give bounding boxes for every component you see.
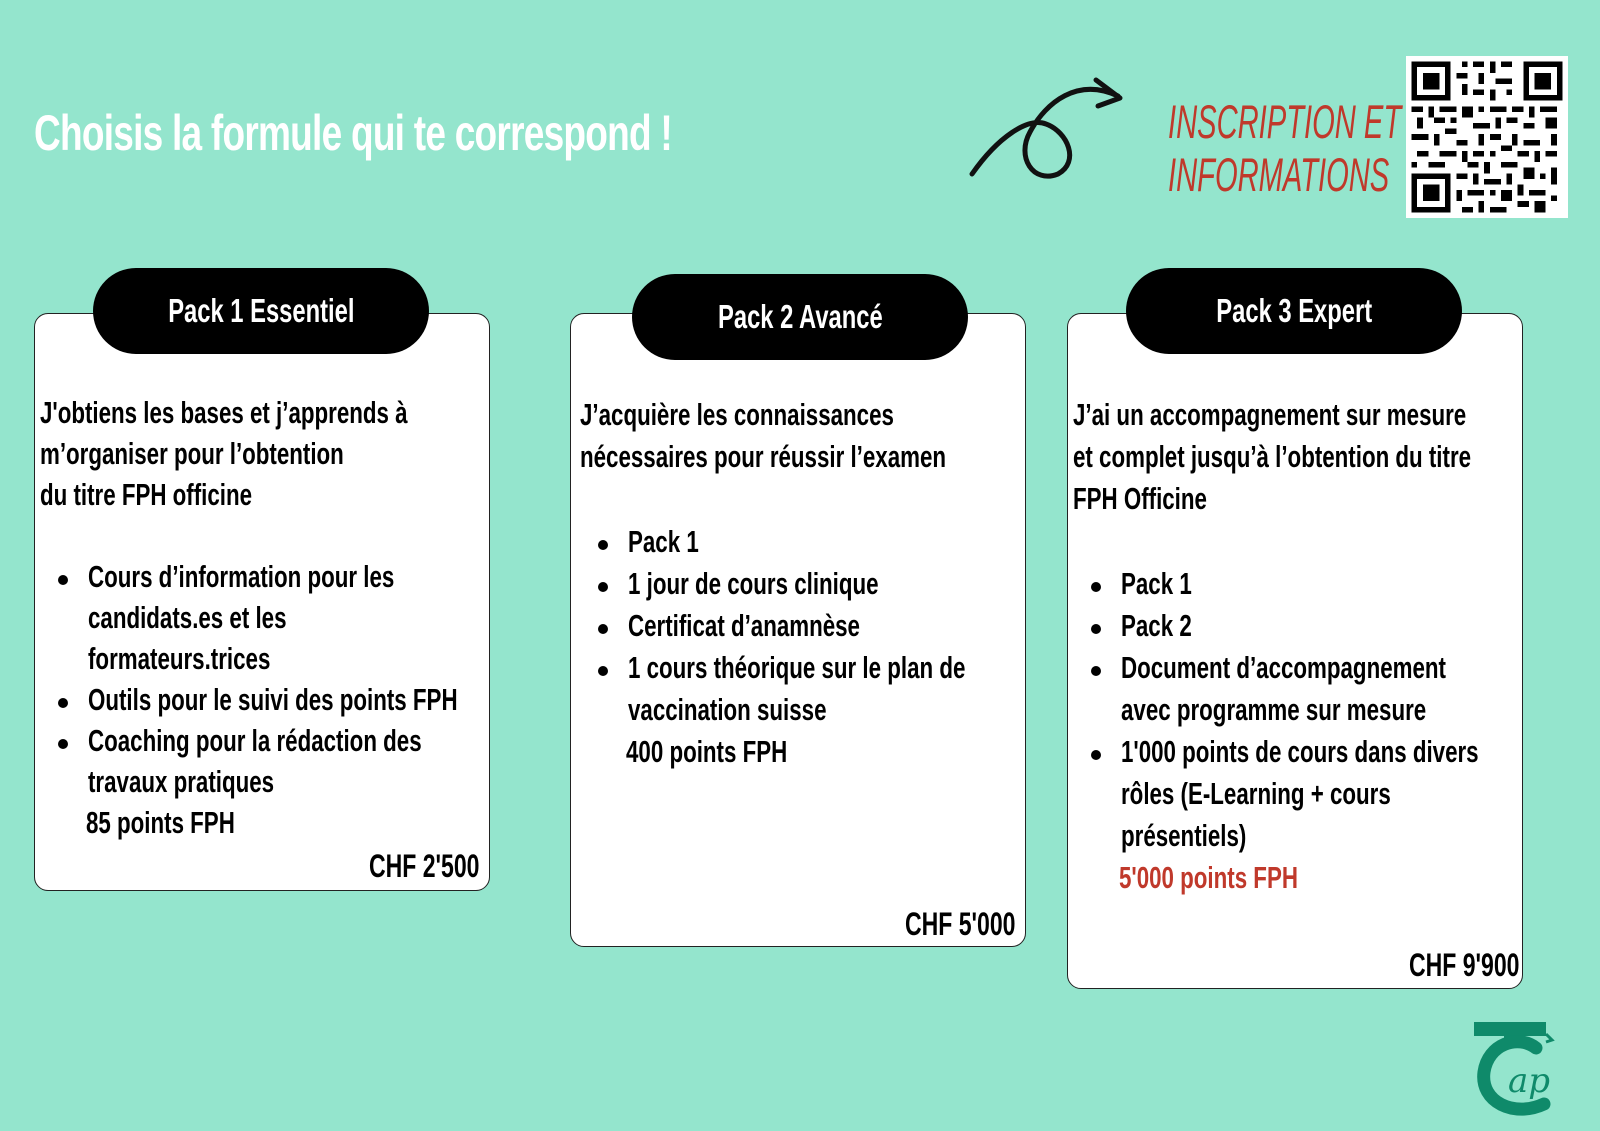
- bullet-dot: [1091, 666, 1101, 676]
- inscription-line-2: INFORMATIONS: [1168, 148, 1390, 201]
- pack-3-points: 5'000 points FPH: [1119, 860, 1298, 895]
- bullet-dot: [58, 575, 68, 585]
- pack-1-title: Pack 1 Essentiel: [167, 292, 355, 329]
- pack-1-intro-line: J'obtiens les bases et j’apprends à: [40, 395, 408, 430]
- bullet-dot: [598, 666, 608, 676]
- pack-3-feature-line: présentiels): [1121, 818, 1247, 853]
- pack-1-feature-line: formateurs.trices: [88, 641, 271, 676]
- inscription-line-1: INSCRIPTION ET: [1168, 95, 1402, 148]
- bullet-dot: [598, 582, 608, 592]
- pack-1-intro-line: du titre FPH officine: [40, 477, 253, 512]
- pack-3-feature-line: rôles (E-Learning + cours: [1121, 776, 1391, 811]
- inscription-label: [1168, 95, 1401, 201]
- pack-2-feature-line: vaccination suisse: [628, 692, 827, 727]
- pack-2-intro-line: J’acquière les connaissances: [580, 397, 894, 432]
- bullet-dot: [1091, 582, 1101, 592]
- page-headline: Choisis la formule qui te correspond !: [34, 105, 672, 161]
- pack-2-feature-line: 1 cours théorique sur le plan de: [628, 650, 966, 685]
- pack-2-points: 400 points FPH: [626, 734, 788, 769]
- bullet-dot: [58, 698, 68, 708]
- pack-1-price: CHF 2'500: [368, 848, 479, 884]
- pack-1-feature-line: candidats.es et les: [88, 600, 287, 635]
- pack-2-intro-line: nécessaires pour réussir l’examen: [580, 439, 947, 474]
- pack-2-price: CHF 5'000: [904, 906, 1015, 942]
- pack-1-points: 85 points FPH: [86, 805, 235, 840]
- pack-3-intro-line: et complet jusqu’à l’obtention du titre: [1073, 439, 1472, 474]
- pack-3-title-pill[interactable]: [1126, 268, 1462, 354]
- pack-3-feature-line: avec programme sur mesure: [1121, 692, 1427, 727]
- pack-2-feature-line: Certificat d’anamnèse: [628, 608, 860, 643]
- pack-3-intro-line: FPH Officine: [1073, 481, 1207, 516]
- pack-1-feature-line: Coaching pour la rédaction des: [88, 723, 422, 758]
- pack-2-feature-line: 1 jour de cours clinique: [628, 566, 879, 601]
- pack-1-feature-line: Cours d’information pour les: [88, 559, 395, 594]
- bullet-dot: [598, 540, 608, 550]
- cap-logo: [1474, 1022, 1564, 1118]
- pack-3-intro-line: J’ai un accompagnement sur mesure: [1073, 397, 1467, 432]
- pack-1-feature-line: travaux pratiques: [88, 764, 275, 799]
- pack-2-feature-line: Pack 1: [628, 524, 699, 559]
- pack-3-feature-line: Pack 2: [1121, 608, 1192, 643]
- pack-1-title-pill[interactable]: [93, 268, 429, 354]
- qr-code-icon: [1406, 56, 1568, 218]
- pack-3-feature-line: Pack 1: [1121, 566, 1192, 601]
- pack-3-title: Pack 3 Expert: [1216, 292, 1372, 329]
- bullet-dot: [1091, 750, 1101, 760]
- pack-1-intro-line: m’organiser pour l’obtention: [40, 436, 344, 471]
- qr-code[interactable]: [1406, 56, 1568, 218]
- pack-3-feature-line: 1'000 points de cours dans divers: [1121, 734, 1479, 769]
- bullet-dot: [1091, 624, 1101, 634]
- pack-3-feature-line: Document d’accompagnement: [1121, 650, 1446, 685]
- bullet-dot: [58, 739, 68, 749]
- pack-2-title-pill[interactable]: [632, 274, 968, 360]
- curly-arrow-icon: [968, 62, 1138, 192]
- pack-2-title: Pack 2 Avancé: [717, 298, 883, 335]
- pack-1-feature-line: Outils pour le suivi des points FPH: [88, 682, 458, 717]
- pack-3-price: CHF 9'900: [1408, 947, 1519, 983]
- bullet-dot: [598, 624, 608, 634]
- svg-text:ap: ap: [1508, 1061, 1551, 1101]
